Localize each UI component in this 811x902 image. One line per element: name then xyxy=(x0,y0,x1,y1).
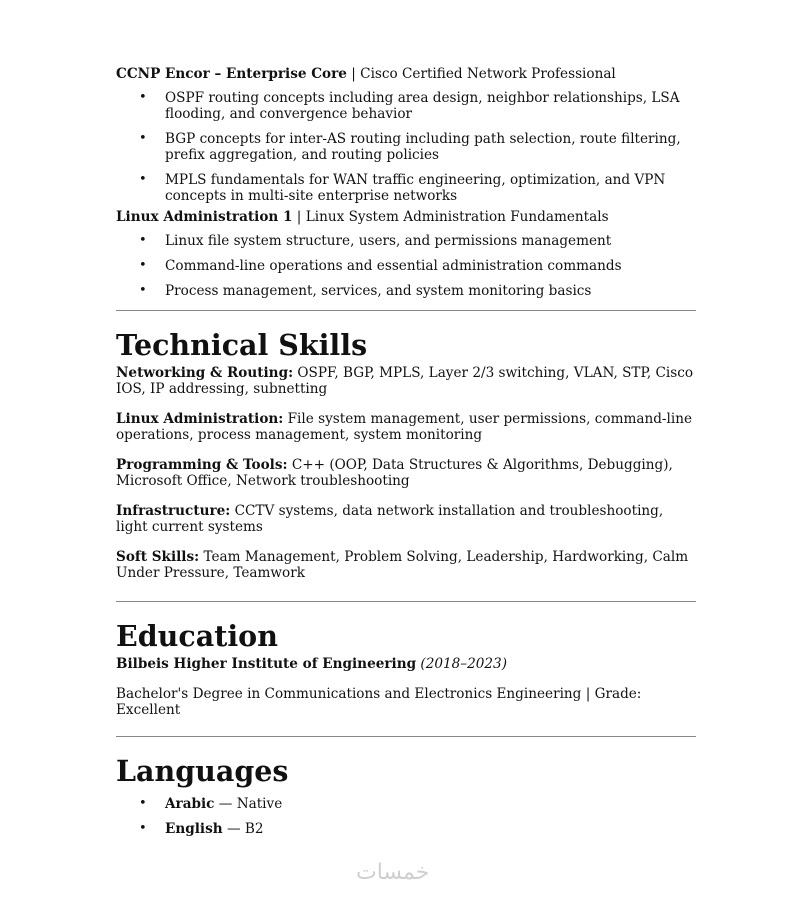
watermark-logo: خمسات xyxy=(356,860,430,885)
skill-value: Team Management, Problem Solving, Leadership, Hardworking, Calm Under Pressure, Teamwork xyxy=(116,549,689,581)
skill-row xyxy=(116,503,696,535)
section-heading-languages: Languages xyxy=(116,754,289,788)
list-item xyxy=(116,821,696,837)
certification-ccnp xyxy=(116,66,696,204)
section-divider xyxy=(116,601,696,602)
resume-page xyxy=(116,66,696,846)
education-degree: Bachelor's Degree in Communications and Electronics Engineering | Grade: Excellent xyxy=(116,686,642,718)
skill-label: Programming & Tools: xyxy=(116,457,288,473)
education-years: (2018–2023) xyxy=(420,656,508,672)
technical-skills-list xyxy=(116,365,696,581)
skill-value: File system management, user permissions, command-line operations, process management, system monitoring xyxy=(116,411,693,443)
cert-subtitle: Linux System Administration Fundamentals xyxy=(305,209,609,225)
certification-linux xyxy=(116,209,696,299)
cert-bullets xyxy=(116,90,696,204)
skill-label: Soft Skills: xyxy=(116,549,200,565)
language-level: — Native xyxy=(214,796,283,812)
education-institution: Bilbeis Higher Institute of Engineering xyxy=(116,656,417,672)
skill-label: Infrastructure: xyxy=(116,503,231,519)
skill-value: OSPF, BGP, MPLS, Layer 2/3 switching, VLAN, STP, Cisco IOS, IP addressing, subnetting xyxy=(116,365,694,397)
skill-label: Networking & Routing: xyxy=(116,365,294,381)
list-item: • Process management, services, and system monitoring basics xyxy=(116,283,696,299)
list-item: • Command-line operations and essential administration commands xyxy=(116,258,696,274)
section-heading-technical-skills: Technical Skills xyxy=(116,328,368,362)
list-item: • OSPF routing concepts including area design, neighbor relationships, LSA flooding, and convergence behavior xyxy=(116,90,696,122)
cert-subtitle: Cisco Certified Network Professional xyxy=(360,66,616,82)
list-item: • MPLS fundamentals for WAN traffic engineering, optimization, and VPN concepts in multi-site enterprise networks xyxy=(116,172,696,204)
language-level: — B2 xyxy=(222,821,264,837)
cert-separator: | xyxy=(292,209,306,225)
section-divider xyxy=(116,736,696,737)
section-heading-education: Education xyxy=(116,619,278,653)
section-divider xyxy=(116,310,696,311)
cert-separator: | xyxy=(346,66,361,82)
skill-value: C++ (OOP, Data Structures & Algorithms, Debugging), Microsoft Office, Network troubleshooting xyxy=(116,457,673,489)
cert-bullets xyxy=(116,233,696,299)
language-name: English xyxy=(165,821,223,837)
skill-label: Linux Administration: xyxy=(116,411,284,427)
cert-title: Linux Administration 1 xyxy=(116,209,293,225)
list-item: • Linux file system structure, users, and permissions management xyxy=(116,233,696,249)
skill-row xyxy=(116,457,696,489)
cert-title: CCNP Encor – Enterprise Core xyxy=(116,66,347,82)
skill-row xyxy=(116,411,696,443)
list-item: • BGP concepts for inter-AS routing including path selection, route filtering, prefix aggregation, and routing policies xyxy=(116,131,696,163)
languages-list xyxy=(116,796,696,837)
skill-value: CCTV systems, data network installation and troubleshooting, light current systems xyxy=(116,503,664,535)
skill-row xyxy=(116,549,696,581)
skill-row xyxy=(116,365,696,397)
education-institution-line xyxy=(116,656,696,672)
list-item xyxy=(116,796,696,812)
language-name: Arabic xyxy=(165,796,215,812)
